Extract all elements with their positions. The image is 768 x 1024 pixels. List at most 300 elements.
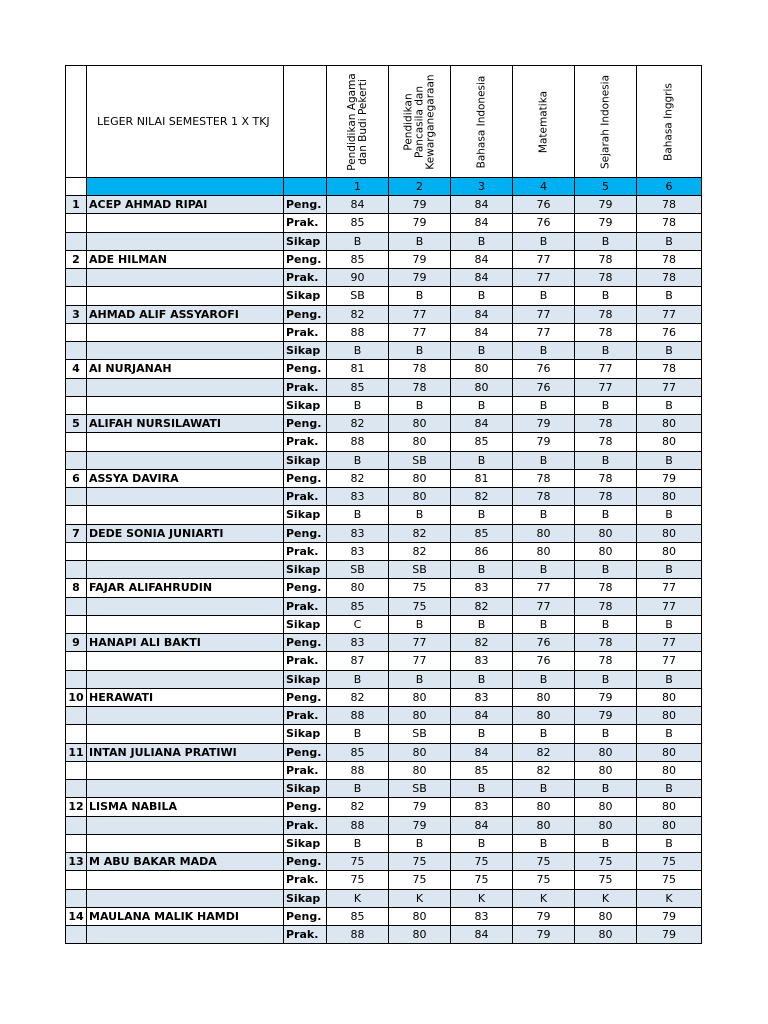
score-type: Sikap [284,342,327,360]
table-row [66,561,702,579]
score-type: Peng. [284,907,327,925]
score-cell: 80 [637,816,702,834]
score-cell: K [513,889,575,907]
score-cell: 79 [513,433,575,451]
blank-cell [66,597,87,615]
score-cell: 85 [327,250,389,268]
score-cell: B [513,451,575,469]
score-cell: K [575,889,637,907]
score-cell: B [327,834,389,852]
score-cell: 82 [327,469,389,487]
score-cell: 75 [389,871,451,889]
score-cell: B [513,396,575,414]
score-cell: 80 [575,743,637,761]
blank-cell [66,707,87,725]
table-row [66,834,702,852]
score-cell: K [451,889,513,907]
score-cell: B [575,287,637,305]
score-cell: 78 [389,360,451,378]
score-cell: 79 [389,816,451,834]
score-type: Sikap [284,615,327,633]
student-name: INTAN JULIANA PRATIWI [87,743,284,761]
header-blank-cell [284,66,327,178]
score-cell: 83 [327,488,389,506]
score-type: Peng. [284,634,327,652]
table-row [66,287,702,305]
subject-name: Bahasa Inggris [662,82,675,161]
table-row [66,305,702,323]
score-cell: 82 [327,798,389,816]
score-cell: 85 [327,597,389,615]
student-number: 7 [66,524,87,542]
blank-cell [66,871,87,889]
score-cell: 82 [513,761,575,779]
score-cell: B [327,342,389,360]
score-cell: 77 [389,305,451,323]
blank-cell [66,323,87,341]
table-row [66,634,702,652]
score-cell: 80 [389,926,451,944]
score-cell: 85 [327,214,389,232]
score-type: Peng. [284,743,327,761]
score-cell: 78 [575,269,637,287]
student-name: HERAWATI [87,688,284,706]
student-number: 6 [66,469,87,487]
blank-cell [66,433,87,451]
blank-cell [66,725,87,743]
score-type: Prak. [284,652,327,670]
score-type: Peng. [284,798,327,816]
blank-cell [87,323,284,341]
score-cell: 80 [637,688,702,706]
table-row [66,469,702,487]
subject-header [451,66,513,178]
blank-cell [87,269,284,287]
table-row [66,542,702,560]
score-cell: 80 [513,524,575,542]
score-cell: 75 [513,871,575,889]
subject-number: 1 [327,178,389,196]
blank-cell [66,488,87,506]
score-type: Prak. [284,871,327,889]
table-row [66,907,702,925]
score-cell: 80 [637,415,702,433]
table-row [66,360,702,378]
score-cell: 78 [637,196,702,214]
table-row [66,506,702,524]
score-type: Prak. [284,761,327,779]
score-cell: 77 [637,634,702,652]
score-cell: B [451,232,513,250]
score-cell: 77 [513,323,575,341]
score-cell: 75 [327,871,389,889]
score-cell: 83 [327,634,389,652]
score-cell: 87 [327,652,389,670]
score-cell: 84 [451,269,513,287]
score-cell: 79 [513,907,575,925]
score-cell: B [575,670,637,688]
score-cell: 78 [575,323,637,341]
score-cell: B [389,670,451,688]
table-row [66,798,702,816]
table-row [66,451,702,469]
score-cell: 77 [513,597,575,615]
student-number: 5 [66,415,87,433]
blank-cell [66,652,87,670]
score-cell: 81 [327,360,389,378]
blank-cell [87,834,284,852]
table-row [66,196,702,214]
score-cell: 80 [513,707,575,725]
score-cell: 85 [451,433,513,451]
score-cell: B [389,396,451,414]
subject-name: Sejarah Indonesia [599,74,611,169]
score-cell: 80 [513,798,575,816]
score-cell: 77 [637,378,702,396]
score-cell: 80 [389,433,451,451]
score-cell: 77 [637,579,702,597]
score-cell: 82 [327,305,389,323]
subject-number-row [66,178,702,196]
student-number: 13 [66,853,87,871]
score-type: Sikap [284,396,327,414]
student-number: 11 [66,743,87,761]
score-cell: 79 [389,798,451,816]
student-number: 9 [66,634,87,652]
score-cell: 80 [389,743,451,761]
score-cell: 76 [513,378,575,396]
score-cell: 77 [575,360,637,378]
score-cell: 84 [451,926,513,944]
score-cell: 75 [451,853,513,871]
score-cell: 85 [327,743,389,761]
score-cell: B [637,834,702,852]
score-cell: B [637,396,702,414]
blank-cell [66,615,87,633]
blank-cell [66,889,87,907]
score-cell: B [575,396,637,414]
score-cell: 82 [451,634,513,652]
table-row [66,743,702,761]
blank-cell [66,761,87,779]
score-cell: 80 [513,542,575,560]
score-cell: 79 [389,269,451,287]
score-cell: B [637,561,702,579]
table-row [66,524,702,542]
blank-cell [66,378,87,396]
student-number: 10 [66,688,87,706]
score-cell: B [637,342,702,360]
score-cell: 75 [637,871,702,889]
score-cell: B [451,342,513,360]
score-cell: 84 [451,214,513,232]
score-cell: 88 [327,761,389,779]
table-row [66,342,702,360]
score-cell: 78 [637,250,702,268]
blank-cell [66,287,87,305]
subject-header [327,66,389,178]
score-cell: 79 [389,214,451,232]
score-cell: 77 [575,378,637,396]
blank-cell [87,780,284,798]
score-cell: B [513,780,575,798]
score-cell: 78 [637,360,702,378]
score-cell: 76 [513,214,575,232]
score-cell: 85 [327,378,389,396]
score-cell: 86 [451,542,513,560]
blank-cell [87,707,284,725]
score-type: Sikap [284,834,327,852]
score-cell: 78 [575,579,637,597]
score-type: Peng. [284,360,327,378]
grade-ledger-table [65,65,702,944]
blank-cell [66,214,87,232]
score-cell: 79 [575,688,637,706]
table-row [66,269,702,287]
score-cell: K [327,889,389,907]
blank-cell [87,542,284,560]
score-cell: 78 [575,305,637,323]
score-cell: B [637,615,702,633]
blank-cell [87,342,284,360]
header-blank-cell [66,66,87,178]
score-type: Prak. [284,269,327,287]
score-cell: B [513,232,575,250]
blank-cell [66,780,87,798]
score-type: Peng. [284,853,327,871]
blank-cell [66,561,87,579]
score-cell: 83 [451,652,513,670]
score-cell: K [389,889,451,907]
score-cell: 77 [513,269,575,287]
subject-header [637,66,702,178]
score-cell: 84 [451,196,513,214]
score-cell: C [327,615,389,633]
score-cell: SB [327,561,389,579]
number-row-blank [87,178,284,196]
score-cell: 77 [389,652,451,670]
score-cell: 78 [513,469,575,487]
score-cell: B [575,342,637,360]
blank-cell [66,506,87,524]
subject-number: 2 [389,178,451,196]
score-cell: B [327,451,389,469]
score-cell: 78 [575,415,637,433]
table-row [66,214,702,232]
score-cell: 88 [327,816,389,834]
score-type: Sikap [284,780,327,798]
score-cell: SB [327,287,389,305]
score-cell: B [575,506,637,524]
score-cell: 76 [637,323,702,341]
score-cell: 78 [575,250,637,268]
score-cell: 84 [451,305,513,323]
blank-cell [66,342,87,360]
subject-name: Matematika [537,90,549,153]
score-cell: 76 [513,634,575,652]
blank-cell [66,232,87,250]
blank-cell [66,451,87,469]
score-cell: 77 [513,250,575,268]
student-number: 4 [66,360,87,378]
score-cell: B [513,725,575,743]
score-cell: 78 [575,597,637,615]
student-number: 2 [66,250,87,268]
subject-number: 4 [513,178,575,196]
score-cell: B [637,451,702,469]
score-type: Prak. [284,488,327,506]
score-cell: 80 [637,524,702,542]
table-row [66,670,702,688]
table-row [66,926,702,944]
score-cell: 77 [637,305,702,323]
table-row [66,250,702,268]
table-row [66,853,702,871]
score-cell: B [451,725,513,743]
score-cell: 82 [327,415,389,433]
score-cell: 77 [637,652,702,670]
score-cell: 75 [513,853,575,871]
score-cell: 78 [575,469,637,487]
score-cell: 88 [327,926,389,944]
score-cell: B [513,342,575,360]
score-cell: 80 [389,415,451,433]
score-cell: 80 [575,816,637,834]
score-cell: 80 [389,761,451,779]
blank-cell [87,597,284,615]
score-cell: 83 [451,907,513,925]
blank-cell [87,926,284,944]
ledger-body [66,66,702,944]
score-cell: B [513,506,575,524]
score-cell: 80 [575,798,637,816]
score-cell: B [327,396,389,414]
score-type: Prak. [284,597,327,615]
subject-number: 5 [575,178,637,196]
score-cell: B [451,287,513,305]
blank-cell [87,488,284,506]
score-type: Prak. [284,926,327,944]
table-row [66,415,702,433]
score-type: Sikap [284,725,327,743]
table-row [66,725,702,743]
score-cell: 83 [451,798,513,816]
score-cell: 90 [327,269,389,287]
score-cell: 79 [637,926,702,944]
score-type: Sikap [284,506,327,524]
score-cell: B [637,670,702,688]
blank-cell [87,433,284,451]
score-cell: 77 [389,634,451,652]
score-cell: 78 [575,488,637,506]
blank-cell [87,871,284,889]
score-cell: B [327,506,389,524]
student-name: AI NURJANAH [87,360,284,378]
score-type: Sikap [284,451,327,469]
table-row [66,871,702,889]
table-row [66,433,702,451]
table-row [66,889,702,907]
table-row [66,488,702,506]
score-cell: SB [389,780,451,798]
score-cell: 79 [637,907,702,925]
score-cell: 80 [451,378,513,396]
score-cell: SB [389,451,451,469]
student-number: 1 [66,196,87,214]
student-number: 8 [66,579,87,597]
score-cell: 81 [451,469,513,487]
score-cell: 82 [451,488,513,506]
score-cell: B [451,396,513,414]
score-cell: 84 [451,323,513,341]
table-row [66,688,702,706]
score-cell: B [327,725,389,743]
table-row [66,323,702,341]
score-cell: 75 [637,853,702,871]
subject-name: Pendidikan Agama dan Budi Pekerti [345,72,369,171]
score-cell: 76 [513,652,575,670]
score-cell: 79 [389,250,451,268]
student-number: 3 [66,305,87,323]
score-type: Sikap [284,670,327,688]
score-cell: 80 [451,360,513,378]
score-cell: 84 [451,816,513,834]
score-cell: B [451,670,513,688]
blank-cell [66,834,87,852]
score-cell: 80 [575,761,637,779]
score-type: Peng. [284,196,327,214]
table-row [66,396,702,414]
score-cell: 80 [637,433,702,451]
score-cell: 75 [575,853,637,871]
score-cell: 80 [575,524,637,542]
blank-cell [87,652,284,670]
score-cell: B [575,561,637,579]
score-cell: 77 [513,305,575,323]
score-cell: 77 [513,579,575,597]
blank-cell [87,378,284,396]
score-cell: 75 [327,853,389,871]
score-cell: 80 [575,907,637,925]
subject-header [513,66,575,178]
score-cell: 78 [575,652,637,670]
blank-cell [87,725,284,743]
student-name: DEDE SONIA JUNIARTI [87,524,284,542]
score-cell: B [637,725,702,743]
score-cell: 80 [637,743,702,761]
score-type: Peng. [284,579,327,597]
score-cell: 80 [389,707,451,725]
score-cell: 80 [637,488,702,506]
score-cell: 80 [513,816,575,834]
score-type: Prak. [284,542,327,560]
score-type: Prak. [284,433,327,451]
score-cell: 82 [389,524,451,542]
score-cell: B [451,780,513,798]
score-cell: SB [389,561,451,579]
score-cell: 80 [575,926,637,944]
score-cell: 75 [389,579,451,597]
score-cell: B [513,670,575,688]
student-name: ALIFAH NURSILAWATI [87,415,284,433]
score-cell: 79 [575,707,637,725]
blank-cell [87,761,284,779]
score-cell: 79 [389,196,451,214]
score-cell: 80 [637,798,702,816]
score-cell: 80 [637,761,702,779]
student-name: ACEP AHMAD RIPAI [87,196,284,214]
blank-cell [66,670,87,688]
